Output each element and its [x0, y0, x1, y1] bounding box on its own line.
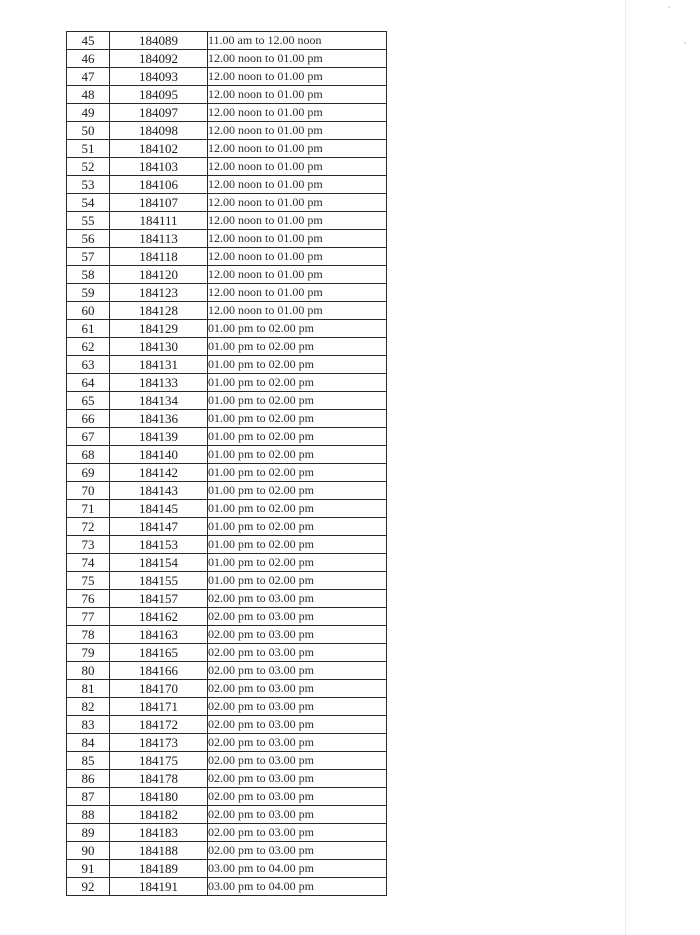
serial-number-cell: 82 — [67, 698, 110, 716]
schedule-table — [66, 31, 387, 896]
time-slot-cell: 01.00 pm to 02.00 pm — [208, 572, 387, 590]
table-row — [67, 536, 387, 554]
serial-number-cell: 88 — [67, 806, 110, 824]
serial-number-cell: 60 — [67, 302, 110, 320]
roll-number-cell: 184165 — [110, 644, 208, 662]
table-row — [67, 212, 387, 230]
serial-number-cell: 48 — [67, 86, 110, 104]
roll-number-cell: 184172 — [110, 716, 208, 734]
time-slot-cell: 01.00 pm to 02.00 pm — [208, 464, 387, 482]
time-slot-cell: 02.00 pm to 03.00 pm — [208, 824, 387, 842]
time-slot-cell: 03.00 pm to 04.00 pm — [208, 860, 387, 878]
table-row — [67, 500, 387, 518]
table-row — [67, 248, 387, 266]
table-row — [67, 230, 387, 248]
time-slot-cell: 02.00 pm to 03.00 pm — [208, 662, 387, 680]
table-row — [67, 446, 387, 464]
time-slot-cell: 12.00 noon to 01.00 pm — [208, 68, 387, 86]
table-row — [67, 860, 387, 878]
time-slot-cell: 02.00 pm to 03.00 pm — [208, 842, 387, 860]
time-slot-cell: 12.00 noon to 01.00 pm — [208, 140, 387, 158]
serial-number-cell: 89 — [67, 824, 110, 842]
serial-number-cell: 50 — [67, 122, 110, 140]
serial-number-cell: 56 — [67, 230, 110, 248]
serial-number-cell: 75 — [67, 572, 110, 590]
time-slot-cell: 12.00 noon to 01.00 pm — [208, 230, 387, 248]
table-row — [67, 176, 387, 194]
roll-number-cell: 184145 — [110, 500, 208, 518]
table-row — [67, 266, 387, 284]
serial-number-cell: 81 — [67, 680, 110, 698]
roll-number-cell: 184134 — [110, 392, 208, 410]
time-slot-cell: 01.00 pm to 02.00 pm — [208, 446, 387, 464]
table-row — [67, 716, 387, 734]
serial-number-cell: 51 — [67, 140, 110, 158]
roll-number-cell: 184166 — [110, 662, 208, 680]
roll-number-cell: 184182 — [110, 806, 208, 824]
table-row — [67, 770, 387, 788]
time-slot-cell: 01.00 pm to 02.00 pm — [208, 428, 387, 446]
time-slot-cell: 01.00 pm to 02.00 pm — [208, 392, 387, 410]
table-row — [67, 680, 387, 698]
serial-number-cell: 61 — [67, 320, 110, 338]
serial-number-cell: 79 — [67, 644, 110, 662]
table-row — [67, 140, 387, 158]
table-row — [67, 878, 387, 896]
table-row — [67, 392, 387, 410]
roll-number-cell: 184154 — [110, 554, 208, 572]
table-row — [67, 842, 387, 860]
roll-number-cell: 184130 — [110, 338, 208, 356]
roll-number-cell: 184113 — [110, 230, 208, 248]
table-row — [67, 104, 387, 122]
roll-number-cell: 184106 — [110, 176, 208, 194]
time-slot-cell: 02.00 pm to 03.00 pm — [208, 590, 387, 608]
time-slot-cell: 01.00 pm to 02.00 pm — [208, 518, 387, 536]
roll-number-cell: 184123 — [110, 284, 208, 302]
time-slot-cell: 01.00 pm to 02.00 pm — [208, 500, 387, 518]
serial-number-cell: 64 — [67, 374, 110, 392]
roll-number-cell: 184103 — [110, 158, 208, 176]
roll-number-cell: 184131 — [110, 356, 208, 374]
roll-number-cell: 184155 — [110, 572, 208, 590]
serial-number-cell: 78 — [67, 626, 110, 644]
serial-number-cell: 57 — [67, 248, 110, 266]
serial-number-cell: 80 — [67, 662, 110, 680]
time-slot-cell: 12.00 noon to 01.00 pm — [208, 284, 387, 302]
roll-number-cell: 184171 — [110, 698, 208, 716]
time-slot-cell: 03.00 pm to 04.00 pm — [208, 878, 387, 896]
serial-number-cell: 70 — [67, 482, 110, 500]
serial-number-cell: 68 — [67, 446, 110, 464]
roll-number-cell: 184111 — [110, 212, 208, 230]
time-slot-cell: 02.00 pm to 03.00 pm — [208, 806, 387, 824]
table-row — [67, 590, 387, 608]
serial-number-cell: 83 — [67, 716, 110, 734]
roll-number-cell: 184098 — [110, 122, 208, 140]
table-row — [67, 194, 387, 212]
table-row — [67, 608, 387, 626]
roll-number-cell: 184170 — [110, 680, 208, 698]
roll-number-cell: 184143 — [110, 482, 208, 500]
roll-number-cell: 184147 — [110, 518, 208, 536]
roll-number-cell: 184140 — [110, 446, 208, 464]
time-slot-cell: 12.00 noon to 01.00 pm — [208, 158, 387, 176]
serial-number-cell: 58 — [67, 266, 110, 284]
roll-number-cell: 184128 — [110, 302, 208, 320]
table-row — [67, 374, 387, 392]
roll-number-cell: 184183 — [110, 824, 208, 842]
table-row — [67, 158, 387, 176]
roll-number-cell: 184093 — [110, 68, 208, 86]
time-slot-cell: 02.00 pm to 03.00 pm — [208, 716, 387, 734]
roll-number-cell: 184162 — [110, 608, 208, 626]
time-slot-cell: 12.00 noon to 01.00 pm — [208, 194, 387, 212]
time-slot-cell: 12.00 noon to 01.00 pm — [208, 248, 387, 266]
time-slot-cell: 12.00 noon to 01.00 pm — [208, 266, 387, 284]
table-row — [67, 464, 387, 482]
time-slot-cell: 02.00 pm to 03.00 pm — [208, 680, 387, 698]
time-slot-cell: 02.00 pm to 03.00 pm — [208, 788, 387, 806]
serial-number-cell: 72 — [67, 518, 110, 536]
table-row — [67, 302, 387, 320]
time-slot-cell: 02.00 pm to 03.00 pm — [208, 752, 387, 770]
time-slot-cell: 12.00 noon to 01.00 pm — [208, 176, 387, 194]
time-slot-cell: 12.00 noon to 01.00 pm — [208, 104, 387, 122]
time-slot-cell: 01.00 pm to 02.00 pm — [208, 482, 387, 500]
scan-speck — [668, 6, 670, 8]
table-row — [67, 122, 387, 140]
serial-number-cell: 46 — [67, 50, 110, 68]
roll-number-cell: 184136 — [110, 410, 208, 428]
roll-number-cell: 184188 — [110, 842, 208, 860]
roll-number-cell: 184139 — [110, 428, 208, 446]
roll-number-cell: 184133 — [110, 374, 208, 392]
table-row — [67, 554, 387, 572]
time-slot-cell: 12.00 noon to 01.00 pm — [208, 50, 387, 68]
serial-number-cell: 73 — [67, 536, 110, 554]
roll-number-cell: 184157 — [110, 590, 208, 608]
serial-number-cell: 59 — [67, 284, 110, 302]
serial-number-cell: 76 — [67, 590, 110, 608]
table-row — [67, 86, 387, 104]
table-row — [67, 284, 387, 302]
table-row — [67, 410, 387, 428]
serial-number-cell: 54 — [67, 194, 110, 212]
table-row — [67, 482, 387, 500]
time-slot-cell: 01.00 pm to 02.00 pm — [208, 536, 387, 554]
time-slot-cell: 02.00 pm to 03.00 pm — [208, 644, 387, 662]
roll-number-cell: 184095 — [110, 86, 208, 104]
roll-number-cell: 184118 — [110, 248, 208, 266]
serial-number-cell: 49 — [67, 104, 110, 122]
roll-number-cell: 184107 — [110, 194, 208, 212]
time-slot-cell: 01.00 pm to 02.00 pm — [208, 554, 387, 572]
time-slot-cell: 01.00 pm to 02.00 pm — [208, 374, 387, 392]
time-slot-cell: 11.00 am to 12.00 noon — [208, 32, 387, 50]
serial-number-cell: 84 — [67, 734, 110, 752]
serial-number-cell: 52 — [67, 158, 110, 176]
table-row — [67, 734, 387, 752]
serial-number-cell: 55 — [67, 212, 110, 230]
roll-number-cell: 184175 — [110, 752, 208, 770]
table-row — [67, 338, 387, 356]
serial-number-cell: 63 — [67, 356, 110, 374]
table-row — [67, 68, 387, 86]
serial-number-cell: 45 — [67, 32, 110, 50]
roll-number-cell: 184180 — [110, 788, 208, 806]
table-row — [67, 572, 387, 590]
roll-number-cell: 184163 — [110, 626, 208, 644]
time-slot-cell: 12.00 noon to 01.00 pm — [208, 212, 387, 230]
serial-number-cell: 90 — [67, 842, 110, 860]
roll-number-cell: 184153 — [110, 536, 208, 554]
time-slot-cell: 02.00 pm to 03.00 pm — [208, 698, 387, 716]
serial-number-cell: 53 — [67, 176, 110, 194]
time-slot-cell: 12.00 noon to 01.00 pm — [208, 86, 387, 104]
roll-number-cell: 184191 — [110, 878, 208, 896]
table-row — [67, 752, 387, 770]
serial-number-cell: 92 — [67, 878, 110, 896]
roll-number-cell: 184097 — [110, 104, 208, 122]
table-row — [67, 626, 387, 644]
roll-number-cell: 184129 — [110, 320, 208, 338]
time-slot-cell: 02.00 pm to 03.00 pm — [208, 770, 387, 788]
time-slot-cell: 02.00 pm to 03.00 pm — [208, 608, 387, 626]
roll-number-cell: 184173 — [110, 734, 208, 752]
roll-number-cell: 184092 — [110, 50, 208, 68]
table-row — [67, 806, 387, 824]
serial-number-cell: 85 — [67, 752, 110, 770]
time-slot-cell: 01.00 pm to 02.00 pm — [208, 338, 387, 356]
serial-number-cell: 67 — [67, 428, 110, 446]
roll-number-cell: 184089 — [110, 32, 208, 50]
table-row — [67, 356, 387, 374]
roll-number-cell: 184189 — [110, 860, 208, 878]
serial-number-cell: 65 — [67, 392, 110, 410]
table-row — [67, 32, 387, 50]
roll-number-cell: 184102 — [110, 140, 208, 158]
table-row — [67, 824, 387, 842]
time-slot-cell: 01.00 pm to 02.00 pm — [208, 410, 387, 428]
table-row — [67, 698, 387, 716]
serial-number-cell: 74 — [67, 554, 110, 572]
table-row — [67, 320, 387, 338]
scan-speck — [684, 42, 686, 44]
time-slot-cell: 01.00 pm to 02.00 pm — [208, 356, 387, 374]
time-slot-cell: 02.00 pm to 03.00 pm — [208, 626, 387, 644]
time-slot-cell: 12.00 noon to 01.00 pm — [208, 302, 387, 320]
table-row — [67, 788, 387, 806]
serial-number-cell: 66 — [67, 410, 110, 428]
serial-number-cell: 77 — [67, 608, 110, 626]
time-slot-cell: 12.00 noon to 01.00 pm — [208, 122, 387, 140]
table-row — [67, 644, 387, 662]
serial-number-cell: 47 — [67, 68, 110, 86]
serial-number-cell: 91 — [67, 860, 110, 878]
serial-number-cell: 69 — [67, 464, 110, 482]
time-slot-cell: 02.00 pm to 03.00 pm — [208, 734, 387, 752]
table-row — [67, 518, 387, 536]
serial-number-cell: 71 — [67, 500, 110, 518]
serial-number-cell: 86 — [67, 770, 110, 788]
table-row — [67, 662, 387, 680]
serial-number-cell: 87 — [67, 788, 110, 806]
roll-number-cell: 184178 — [110, 770, 208, 788]
roll-number-cell: 184142 — [110, 464, 208, 482]
table-row — [67, 50, 387, 68]
table-row — [67, 428, 387, 446]
serial-number-cell: 62 — [67, 338, 110, 356]
time-slot-cell: 01.00 pm to 02.00 pm — [208, 320, 387, 338]
schedule-table-body — [67, 32, 387, 896]
roll-number-cell: 184120 — [110, 266, 208, 284]
scan-edge-shadow — [625, 0, 626, 935]
